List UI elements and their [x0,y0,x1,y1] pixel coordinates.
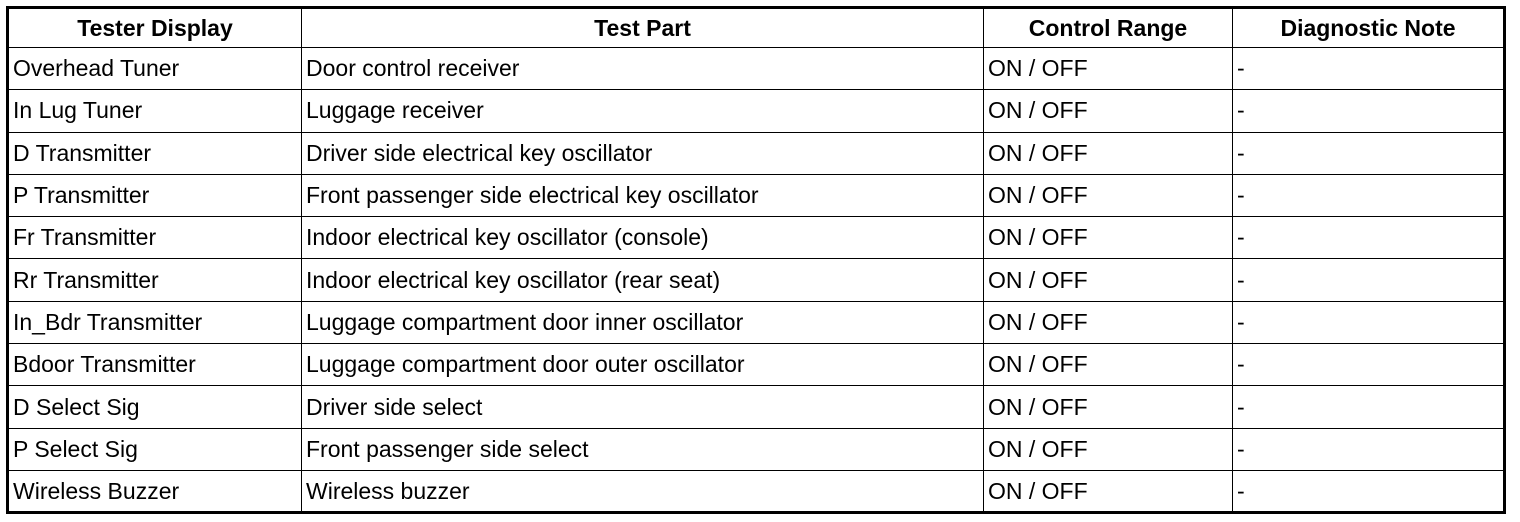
cell-tester-display: Bdoor Transmitter [8,344,302,386]
table-row [8,301,1505,343]
header-control-range: Control Range [984,8,1233,48]
cell-test-part: Driver side electrical key oscillator [302,132,984,174]
cell-diagnostic-note: - [1233,301,1505,343]
cell-test-part: Luggage compartment door outer oscillator [302,344,984,386]
cell-control-range: ON / OFF [984,259,1233,301]
header-diagnostic-note: Diagnostic Note [1233,8,1505,48]
cell-tester-display: In Lug Tuner [8,90,302,132]
cell-diagnostic-note: - [1233,90,1505,132]
cell-control-range: ON / OFF [984,344,1233,386]
table-row [8,132,1505,174]
cell-tester-display: D Select Sig [8,386,302,428]
cell-diagnostic-note: - [1233,386,1505,428]
cell-tester-display: Wireless Buzzer [8,470,302,512]
cell-test-part: Luggage receiver [302,90,984,132]
cell-test-part: Front passenger side electrical key oscillator [302,174,984,216]
cell-diagnostic-note: - [1233,344,1505,386]
data-table-container [6,6,1506,514]
cell-control-range: ON / OFF [984,90,1233,132]
cell-tester-display: Fr Transmitter [8,217,302,259]
table-row [8,428,1505,470]
table-row [8,48,1505,90]
table-row [8,174,1505,216]
cell-diagnostic-note: - [1233,259,1505,301]
cell-control-range: ON / OFF [984,174,1233,216]
cell-control-range: ON / OFF [984,428,1233,470]
cell-test-part: Door control receiver [302,48,984,90]
cell-tester-display: Overhead Tuner [8,48,302,90]
table-row [8,386,1505,428]
cell-diagnostic-note: - [1233,217,1505,259]
cell-control-range: ON / OFF [984,48,1233,90]
cell-test-part: Indoor electrical key oscillator (console) [302,217,984,259]
table-row [8,344,1505,386]
cell-tester-display: P Transmitter [8,174,302,216]
cell-test-part: Wireless buzzer [302,470,984,512]
cell-tester-display: Rr Transmitter [8,259,302,301]
cell-test-part: Luggage compartment door inner oscillator [302,301,984,343]
cell-diagnostic-note: - [1233,48,1505,90]
cell-control-range: ON / OFF [984,386,1233,428]
cell-control-range: ON / OFF [984,470,1233,512]
header-row [8,8,1505,48]
tester-display-table [6,6,1506,514]
table-row [8,90,1505,132]
cell-test-part: Front passenger side select [302,428,984,470]
table-row [8,259,1505,301]
cell-diagnostic-note: - [1233,132,1505,174]
table-header [8,8,1505,48]
cell-test-part: Driver side select [302,386,984,428]
cell-control-range: ON / OFF [984,132,1233,174]
table-row [8,470,1505,512]
table-row [8,217,1505,259]
cell-diagnostic-note: - [1233,428,1505,470]
table-body [8,48,1505,513]
cell-diagnostic-note: - [1233,174,1505,216]
header-test-part: Test Part [302,8,984,48]
cell-tester-display: D Transmitter [8,132,302,174]
cell-diagnostic-note: - [1233,470,1505,512]
header-tester-display: Tester Display [8,8,302,48]
cell-tester-display: In_Bdr Transmitter [8,301,302,343]
cell-control-range: ON / OFF [984,217,1233,259]
cell-control-range: ON / OFF [984,301,1233,343]
cell-test-part: Indoor electrical key oscillator (rear seat) [302,259,984,301]
cell-tester-display: P Select Sig [8,428,302,470]
